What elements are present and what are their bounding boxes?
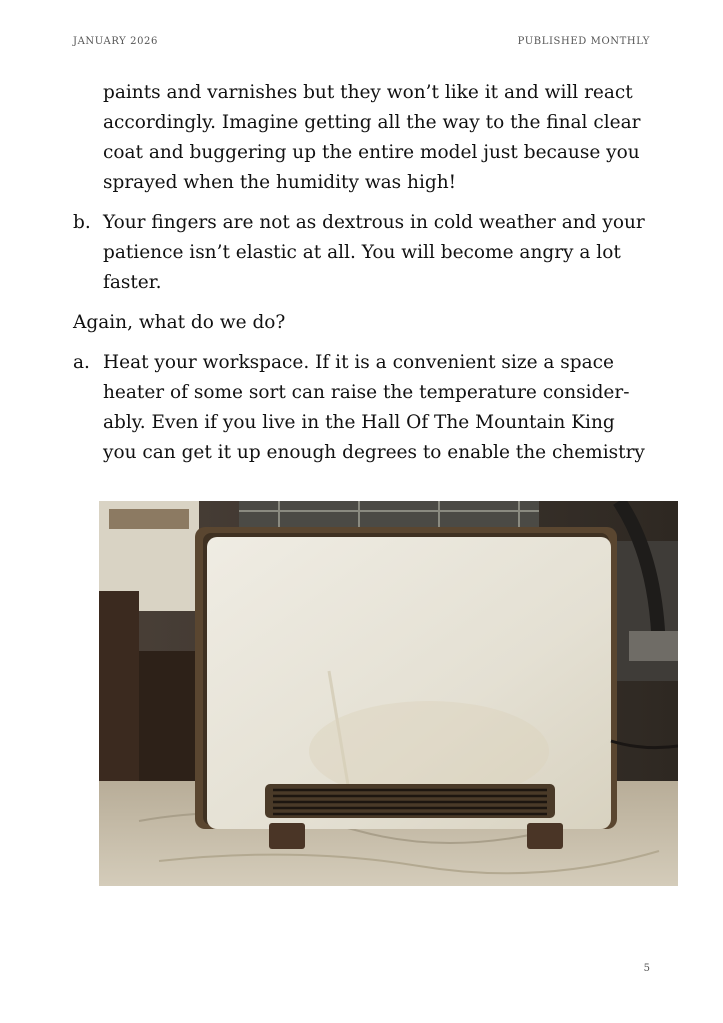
list-item-a — [73, 348, 653, 468]
list-marker: a. — [73, 352, 90, 373]
list-marker: b. — [73, 212, 91, 233]
page-header — [73, 36, 650, 50]
storage-heater-photo — [99, 501, 678, 886]
header-publication-note: PUBLISHED MONTHLY — [517, 36, 650, 47]
list-item-text: Heat your workspace. If it is a convenient size a space heater of some sort can raise the temperature consider-ably. Even if you live in the Hall Of The Mountain King you can get it up enough degrees to enable the chemistry — [103, 352, 645, 463]
list-item-text: Your fingers are not as dextrous in cold weather and your patience isn’t elastic at all. You will become angry a lot faster. — [103, 212, 645, 293]
page-number: 5 — [643, 963, 650, 974]
continued-list-text: paints and varnishes but they won’t like it and will react accordingly. Imagine getting all the way to the final clear coat and buggering up the entire model just because you sprayed when the humidity was high! — [103, 82, 641, 193]
list-item-b — [73, 208, 653, 298]
header-date: JANUARY 2026 — [73, 36, 158, 47]
article-body — [73, 78, 653, 478]
question-paragraph: Again, what do we do? — [73, 312, 286, 333]
